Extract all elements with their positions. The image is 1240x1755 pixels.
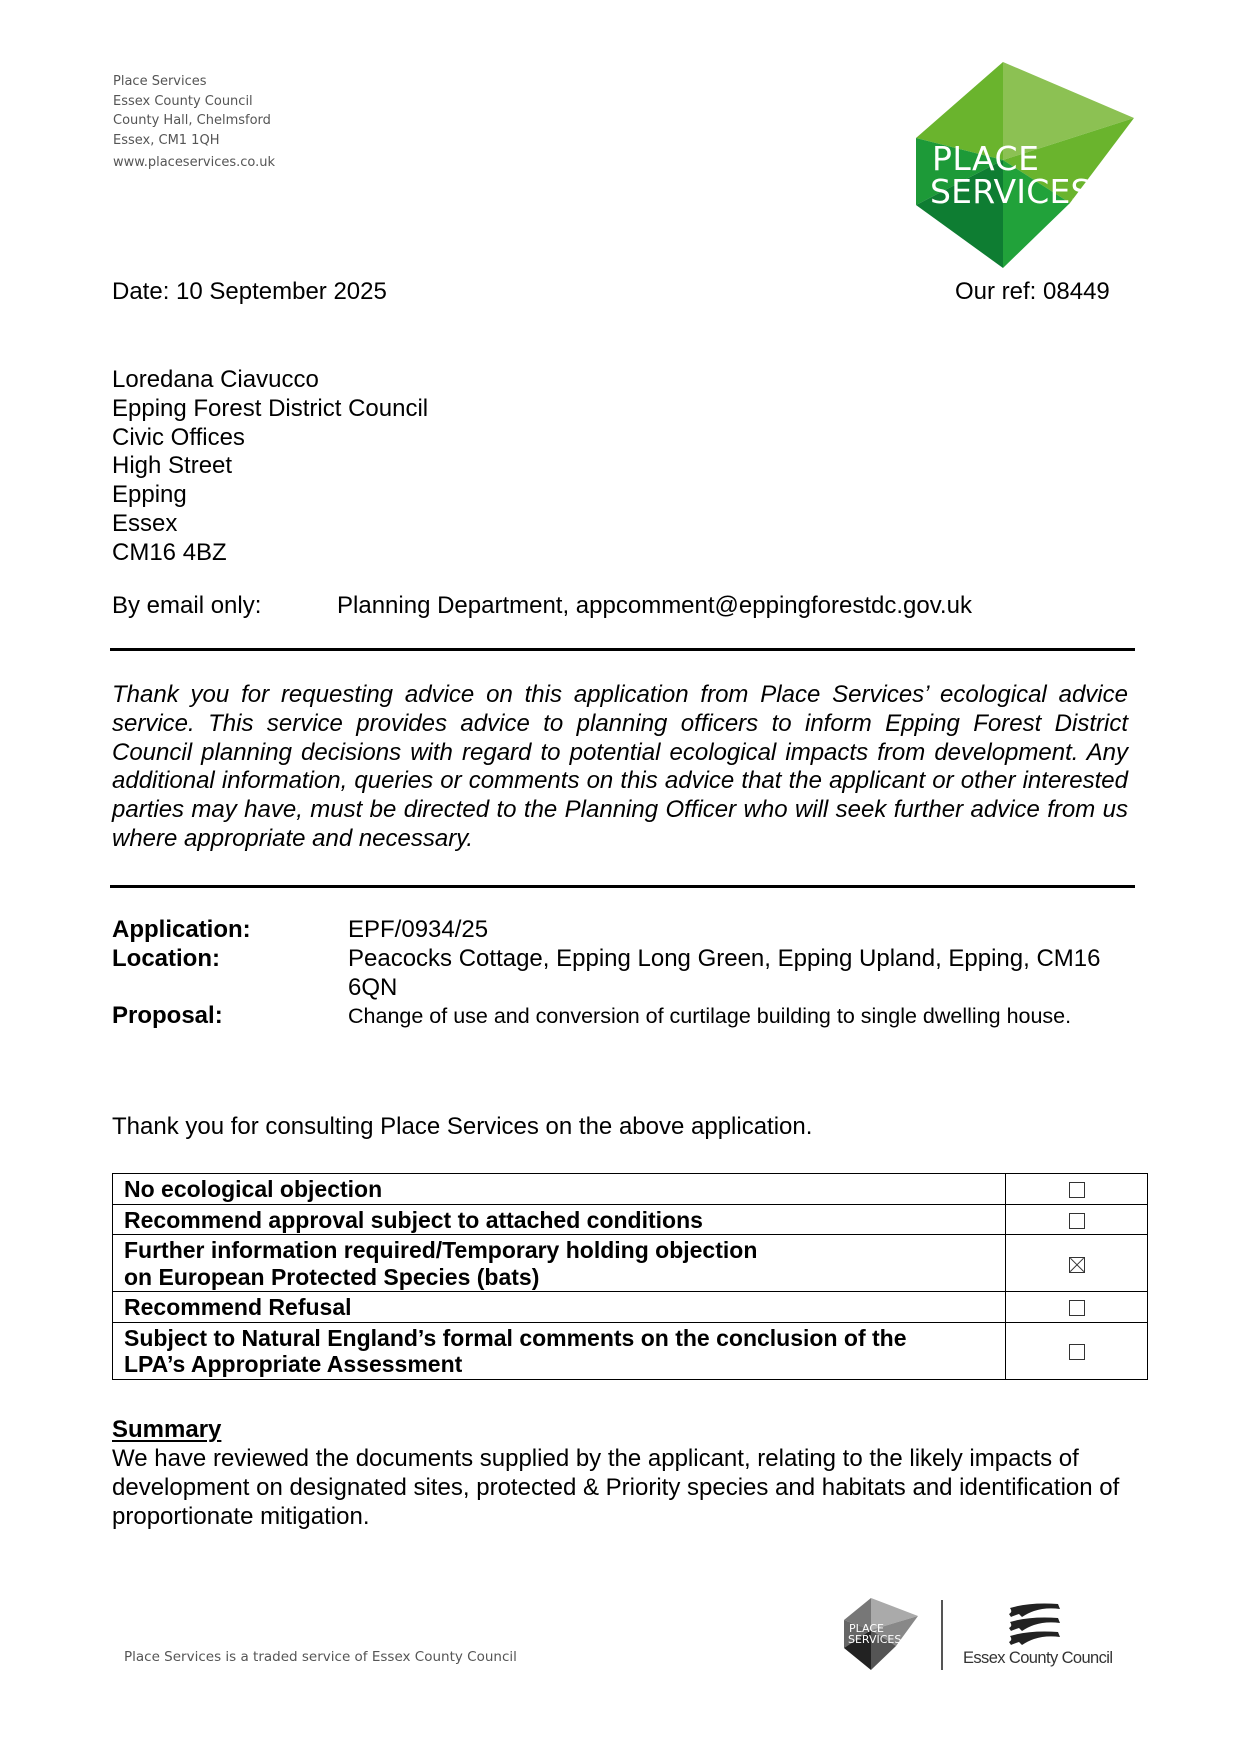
logo-text-place: PLACE (932, 139, 1040, 178)
table-row (113, 1174, 1148, 1205)
option-label: Recommend Refusal (113, 1292, 1006, 1323)
detail-value: Change of use and conversion of curtilage building to single dwelling house. (348, 1004, 1072, 1029)
sender-line: Essex, CM1 1QH (113, 132, 220, 148)
detail-label: Proposal: (112, 1002, 223, 1030)
table-row (113, 1235, 1148, 1292)
checkbox[interactable] (1069, 1344, 1085, 1360)
recipient-line: Epping (112, 481, 187, 509)
recipient-line: Civic Offices (112, 423, 245, 451)
essex-county-council-logo-text: Essex County Council (963, 1649, 1113, 1667)
recipient-line: High Street (112, 452, 233, 480)
detail-application (112, 916, 1132, 945)
option-label: Further information required/Temporary holding objection on European Protected Species (bats) (113, 1235, 1006, 1292)
checkbox[interactable] (1069, 1213, 1085, 1229)
recipient-line: Essex (112, 509, 178, 537)
table-row (113, 1322, 1148, 1379)
sender-line: Place Services (113, 74, 207, 89)
recipient-address (112, 366, 428, 568)
detail-value: Peacocks Cottage, Epping Long Green, Epping Upland, Epping, CM16 6QN (348, 944, 1101, 1001)
option-label: No ecological objection (113, 1174, 1006, 1205)
option-label: Recommend approval subject to attached conditions (113, 1204, 1006, 1235)
divider (110, 885, 1135, 888)
sender-address (113, 72, 275, 173)
checkbox[interactable] (1069, 1182, 1085, 1198)
option-label: Subject to Natural England’s formal comments on the conclusion of the LPA’s Appropriate Assessment (113, 1322, 1006, 1379)
recommendation-table (112, 1173, 1148, 1380)
detail-label: Location: (112, 944, 220, 972)
letter-date: Date: 10 September 2025 (112, 278, 387, 305)
detail-proposal (112, 1002, 1132, 1031)
recipient-line: Loredana Ciavucco (112, 366, 319, 393)
sender-line: County Hall, Chelmsford (113, 113, 271, 128)
letter-reference: Our ref: 08449 (955, 278, 1110, 305)
summary-heading: Summary (112, 1416, 222, 1443)
divider (110, 648, 1135, 651)
table-row (113, 1204, 1148, 1235)
footer-logo-text: SERVICES (848, 1633, 902, 1646)
email-label: By email only: (112, 592, 262, 619)
sender-website[interactable]: www.placeservices.co.uk (113, 155, 276, 170)
summary-body: We have reviewed the documents supplied by the applicant, relating to the likely impacts of development on designated sites, protected & Priority species and habitats and identification of proportionate mitigation. (112, 1445, 1120, 1530)
detail-label: Application: (112, 916, 251, 943)
detail-value: EPF/0934/25 (348, 916, 489, 943)
recipient-line: CM16 4BZ (112, 538, 227, 566)
footer-logo-text: PLACE (849, 1622, 884, 1635)
checkbox[interactable] (1069, 1300, 1085, 1316)
footer-divider (941, 1600, 943, 1670)
intro-paragraph: Thank you for requesting advice on this application from Place Services’ ecological advice service. This service provides advice to planning officers to inform Epping Forest District Council planning decisions with regard to potential ecological impacts from development. Any additional information, queries or comments on this advice that the applicant or other interested parties may have, must be directed to the Planning Officer who will seek further advice from us where appropriate and necessary. (112, 681, 1128, 852)
table-row (113, 1292, 1148, 1323)
place-services-logo (905, 55, 1145, 275)
consult-text: Thank you for consulting Place Services on the above application. (112, 1113, 813, 1140)
logo-text-services: SERVICES (930, 172, 1092, 211)
recipient-line: Epping Forest District Council (112, 394, 429, 422)
place-services-footer-logo (842, 1596, 922, 1676)
email-recipient[interactable]: Planning Department, appcomment@eppingforestdc.gov.uk (337, 592, 972, 619)
application-details (112, 916, 1132, 1031)
sender-line: Essex County Council (113, 93, 253, 109)
checkbox-checked[interactable] (1069, 1257, 1085, 1273)
footer-text: Place Services is a traded service of Essex County Council (124, 1649, 517, 1665)
detail-location (112, 945, 1132, 1003)
